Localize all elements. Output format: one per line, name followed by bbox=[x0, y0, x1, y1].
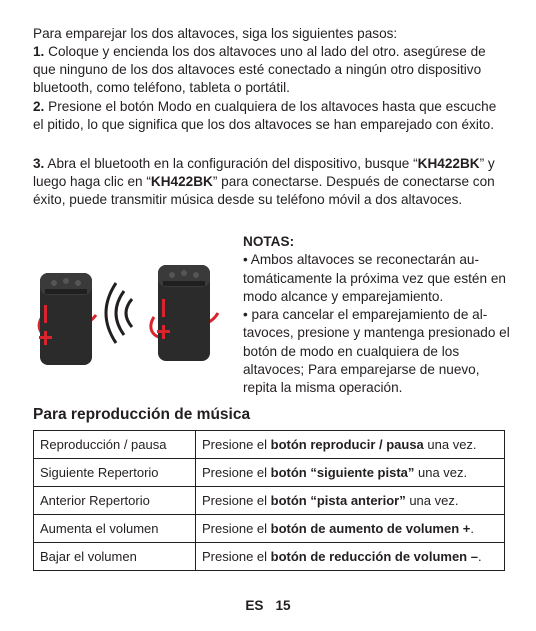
button-name: botón “pista anterior” bbox=[270, 493, 406, 508]
step-number: 2. bbox=[33, 99, 45, 114]
page-footer bbox=[0, 598, 536, 613]
instruction-text: . bbox=[477, 549, 482, 564]
language-label: ES bbox=[245, 598, 264, 613]
speaker-icon bbox=[151, 265, 218, 361]
table-row bbox=[34, 543, 505, 571]
action-cell: Siguiente Repertorio bbox=[34, 459, 196, 487]
instruction-cell bbox=[196, 459, 505, 487]
action-cell: Aumenta el volumen bbox=[34, 515, 196, 543]
step-2 bbox=[33, 98, 508, 134]
action-cell: Reproducción / pausa bbox=[34, 431, 196, 459]
instruction-text: una vez. bbox=[423, 437, 477, 452]
note-item: • Ambos altavoces se reconectarán au-tomáticamente la próxima vez que estén en modo alcance y emparejamiento. bbox=[243, 252, 506, 304]
instruction-text: una vez. bbox=[405, 493, 459, 508]
notes-title: NOTAS: bbox=[243, 234, 295, 249]
instruction-text: una vez. bbox=[414, 465, 468, 480]
table-row bbox=[34, 487, 505, 515]
table-row bbox=[34, 459, 505, 487]
step-number: 1. bbox=[33, 44, 45, 59]
instruction-text: Presione el bbox=[202, 437, 271, 452]
instruction-text: Presione el bbox=[202, 493, 271, 508]
step-3 bbox=[33, 155, 508, 210]
instruction-cell bbox=[196, 431, 505, 459]
instruction-text: Presione el bbox=[202, 549, 271, 564]
step-text: Abra el bluetooth en la configuración del dispositivo, busque “ bbox=[47, 156, 418, 171]
step-text: Coloque y encienda los dos altavoces uno al lado del otro. asegúrese de que ninguno de los dos altavoces esté conectado a ningún otro dispositivo bluetooth, como teléfono, tableta o portátil. bbox=[33, 44, 486, 96]
instruction-cell bbox=[196, 515, 505, 543]
table-row bbox=[34, 431, 505, 459]
button-name: botón de aumento de volumen + bbox=[270, 521, 471, 536]
step-1 bbox=[33, 43, 508, 98]
step-text: ” para conectarse. Después de conectarse con éxito, puede transmitir música desde su teléfono móvil a dos altavoces. bbox=[33, 174, 495, 208]
button-name: botón reproducir / pausa bbox=[270, 437, 424, 452]
note-item: • para cancelar el emparejamiento de al-tavoces, presione y mantenga presionado el botón de modo en cualquiera de los altavoces; Para emparejarse de nuevo, repita la misma operación. bbox=[243, 307, 510, 396]
wireless-signal-icon bbox=[106, 283, 132, 343]
page-number: 15 bbox=[275, 598, 291, 613]
instruction-text: . bbox=[470, 521, 474, 536]
model-name: KH422BK bbox=[417, 156, 480, 171]
model-name: KH422BK bbox=[150, 174, 213, 190]
section-title: Para reproducción de música bbox=[33, 406, 251, 423]
instruction-text: Presione el bbox=[202, 521, 271, 536]
intro-text: Para emparejar los dos altavoces, siga los siguientes pasos: bbox=[33, 26, 398, 41]
table-row bbox=[34, 515, 505, 543]
instruction-text: Presione el bbox=[202, 465, 271, 480]
instruction-cell bbox=[196, 487, 505, 515]
button-name: botón de reducción de volumen – bbox=[270, 549, 478, 564]
speaker-icon bbox=[39, 273, 96, 365]
instruction-cell bbox=[196, 543, 505, 571]
notes-box bbox=[243, 233, 511, 398]
controls-table bbox=[33, 430, 505, 571]
action-cell: Anterior Repertorio bbox=[34, 487, 196, 515]
step-number: 3. bbox=[33, 156, 45, 171]
step-text: ” y luego haga clic en “ bbox=[33, 156, 495, 190]
speakers-pairing-illustration bbox=[36, 257, 236, 369]
action-cell: Bajar el volumen bbox=[34, 543, 196, 571]
button-name: botón “siguiente pista” bbox=[270, 465, 415, 480]
step-text: Presione el botón Modo en cualquiera de los altavoces hasta que escuche el pitido, lo que significa que los dos altavoces se han emparejado con éxito. bbox=[33, 99, 497, 133]
